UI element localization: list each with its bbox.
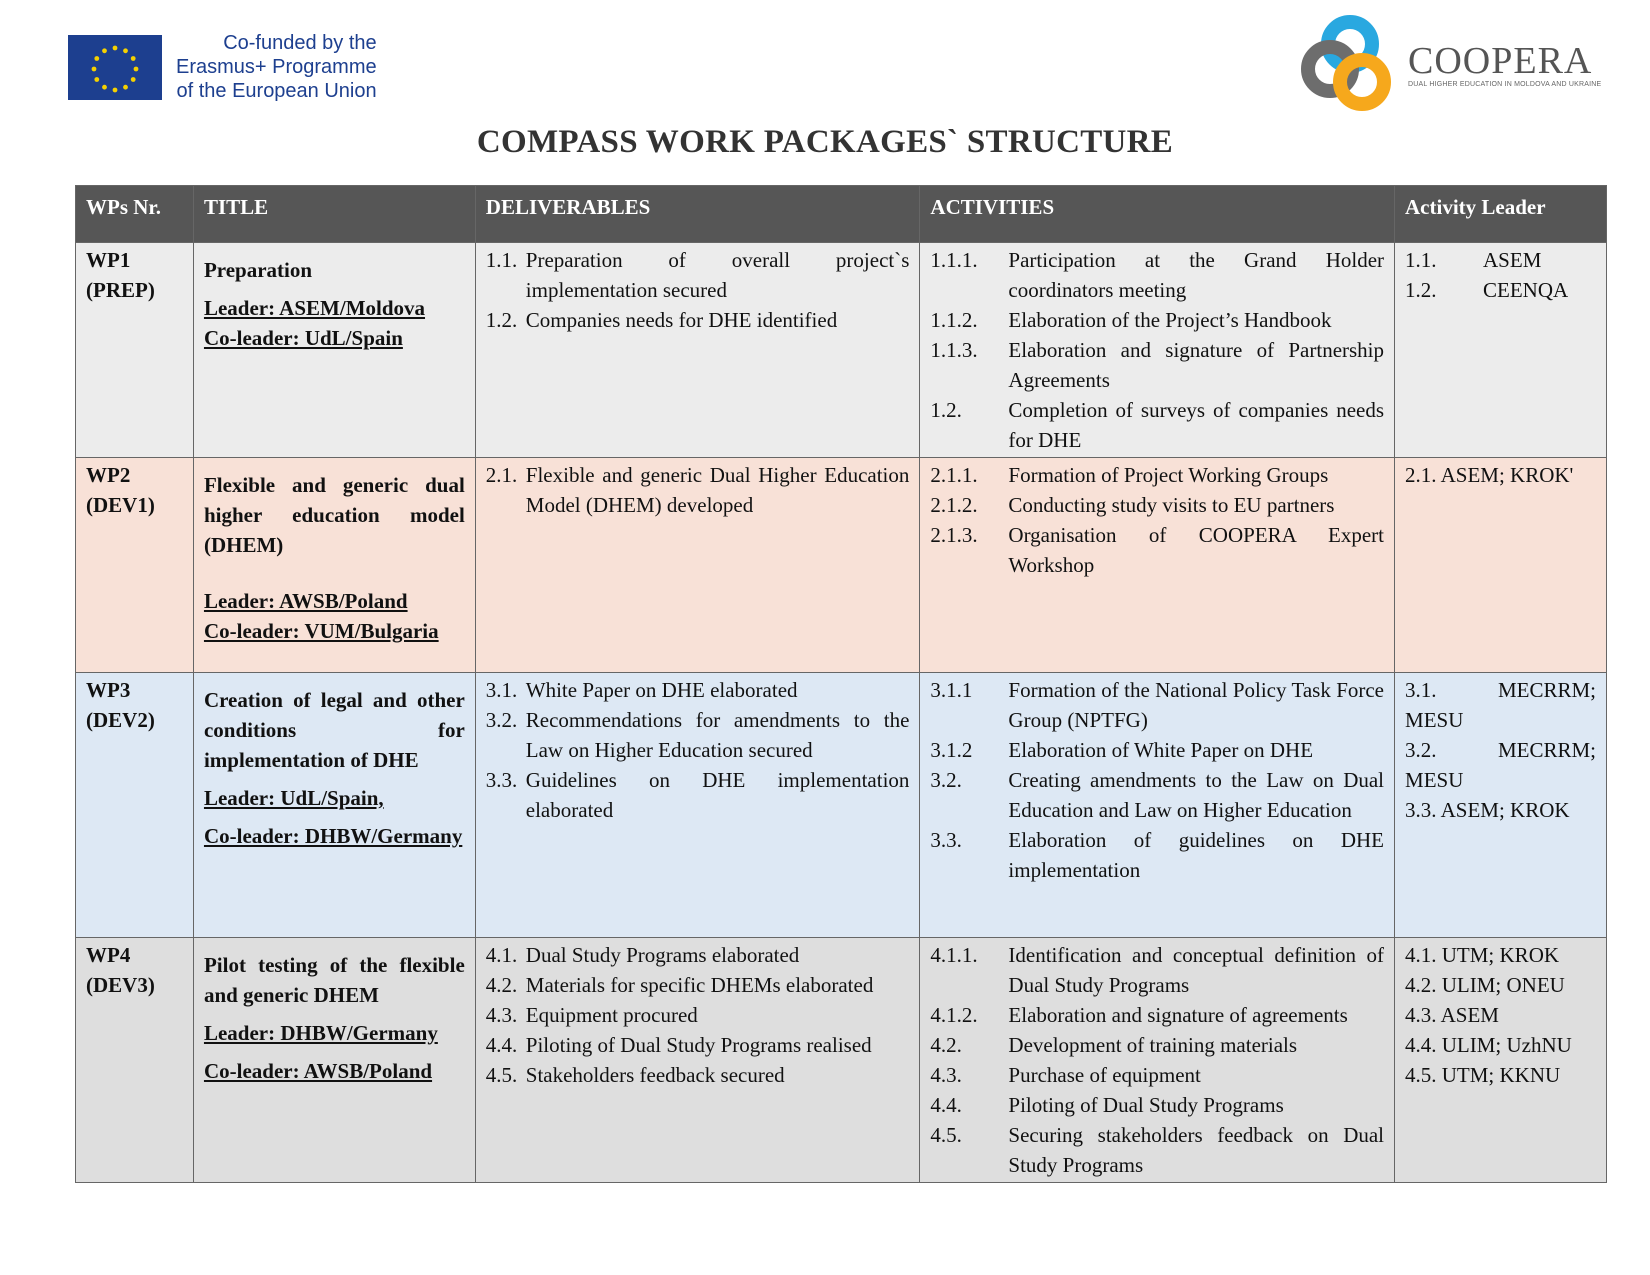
list-item: [1405, 275, 1596, 305]
item-text: Participation at the Grand Holder coordinators meeting: [1008, 248, 1385, 302]
item-number: 1.1.: [485, 248, 518, 272]
list-item: [1405, 460, 1596, 490]
wp-id-line: WP1: [86, 248, 131, 272]
activities-cell: [920, 458, 1395, 673]
item-text: 4.4. ULIM; UzhNU: [1405, 1033, 1572, 1057]
list-item: [930, 825, 1384, 885]
item-text: Development of training materials: [1008, 1033, 1298, 1057]
item-text: 4.1. UTM; KROK: [1405, 943, 1560, 967]
list-item: [930, 1120, 1384, 1180]
eu-erasmus-logo: [68, 31, 377, 103]
item-number: 4.1.1.: [930, 943, 978, 967]
item-text: 3.1. MECRRM; MESU: [1405, 678, 1596, 732]
list-item: [486, 765, 910, 825]
item-text: Companies needs for DHE identified: [525, 308, 838, 332]
wp-title-cell: [193, 673, 475, 938]
item-number: 1.2.: [1405, 278, 1437, 302]
wp-id-line: WP2: [86, 463, 131, 487]
wp-id-line: (PREP): [86, 278, 155, 302]
deliverables-cell: [475, 458, 920, 673]
activity-leader-cell: [1395, 243, 1607, 458]
list-item: [1405, 735, 1596, 795]
item-text: 4.3. ASEM: [1405, 1003, 1499, 1027]
item-number: 4.3.: [485, 1003, 518, 1027]
item-text: Purchase of equipment: [1008, 1063, 1201, 1087]
wp-co-leader: Co-leader: UdL/Spain: [203, 326, 403, 350]
item-number: 3.2.: [485, 708, 518, 732]
item-text: Preparation of overall project`s implementation secured: [525, 248, 910, 302]
item-number: 4.3.: [930, 1063, 962, 1087]
wp-co-leader: Co-leader: AWSB/Poland: [203, 1059, 433, 1083]
list-item: [486, 1000, 910, 1030]
item-number: 2.1.2.: [930, 493, 978, 517]
list-item: [930, 1060, 1384, 1090]
list-item: [930, 335, 1384, 395]
list-item: [1405, 795, 1596, 825]
eu-text-line-3: of the European Union: [176, 80, 377, 102]
item-text: Guidelines on DHE implementation elaborated: [525, 768, 910, 822]
item-number: 3.3.: [485, 768, 518, 792]
item-text: Conducting study visits to EU partners: [1008, 493, 1335, 517]
item-number: 4.1.: [485, 943, 518, 967]
item-text: Formation of Project Working Groups: [1008, 463, 1329, 487]
list-item: [930, 520, 1384, 580]
wp-co-leader: Co-leader: VUM/Bulgaria: [203, 619, 439, 643]
table-row: [76, 938, 1607, 1183]
item-text: CEENQA: [1483, 278, 1569, 302]
activities-cell: [920, 938, 1395, 1183]
list-item: [1405, 245, 1596, 275]
item-number: 1.1.2.: [930, 308, 978, 332]
eu-text-line-2: Erasmus+ Programme: [176, 56, 377, 78]
coopera-rings-icon: [1300, 14, 1400, 114]
list-item: [486, 245, 910, 305]
list-item: [930, 395, 1384, 455]
deliverables-cell: [475, 673, 920, 938]
item-text: Equipment procured: [525, 1003, 698, 1027]
item-text: Piloting of Dual Study Programs: [1008, 1093, 1284, 1117]
activities-cell: [920, 673, 1395, 938]
item-text: 4.5. UTM; KKNU: [1405, 1063, 1561, 1087]
list-item: [930, 1000, 1384, 1030]
item-text: Materials for specific DHEMs elaborated: [525, 973, 874, 997]
item-text: Completion of surveys of companies needs for DHE: [1008, 398, 1385, 452]
table-row: [76, 673, 1607, 938]
item-text: White Paper on DHE elaborated: [525, 678, 798, 702]
list-item: [930, 490, 1384, 520]
wp-title-cell: [193, 243, 475, 458]
coopera-subtitle: DUAL HIGHER EDUCATION IN MOLDOVA AND UKRAINE: [1408, 80, 1602, 88]
item-text: Securing stakeholders feedback on Dual Study Programs: [1008, 1123, 1385, 1177]
item-text: Formation of the National Policy Task Force Group (NPTFG): [1008, 678, 1385, 732]
wp-title-cell: [193, 458, 475, 673]
item-number: 1.1.3.: [930, 338, 978, 362]
item-number: 4.5.: [485, 1063, 518, 1087]
wp-title: Preparation: [203, 258, 313, 282]
eu-funding-text: [176, 31, 377, 103]
header-title: TITLE: [193, 186, 475, 243]
item-number: 1.1.1.: [930, 248, 978, 272]
list-item: [930, 1090, 1384, 1120]
item-text: Recommendations for amendments to the Law on Higher Education secured: [525, 708, 910, 762]
list-item: [930, 735, 1384, 765]
wp-number-cell: [76, 938, 194, 1183]
wp-title: Pilot testing of the flexible and generic DHEM: [203, 953, 465, 1007]
item-text: Elaboration of White Paper on DHE: [1008, 738, 1314, 762]
list-item: [486, 305, 910, 335]
list-item: [1405, 1000, 1596, 1030]
item-number: 3.1.: [485, 678, 518, 702]
table-row: [76, 458, 1607, 673]
wp-title-cell: [193, 938, 475, 1183]
list-item: [930, 305, 1384, 335]
wp-leader: Leader: AWSB/Poland: [203, 589, 408, 613]
item-text: 3.2. MECRRM; MESU: [1405, 738, 1596, 792]
item-number: 2.1.3.: [930, 523, 978, 547]
list-item: [1405, 1030, 1596, 1060]
list-item: [1405, 940, 1596, 970]
list-item: [930, 940, 1384, 1000]
list-item: [486, 460, 910, 520]
wp-leader: Leader: UdL/Spain,: [203, 786, 384, 810]
item-text: Elaboration and signature of agreements: [1008, 1003, 1348, 1027]
eu-flag-icon: [68, 35, 162, 100]
table-header-row: [76, 186, 1607, 243]
coopera-logo: [1300, 14, 1601, 114]
page-title: COMPASS WORK PACKAGES` STRUCTURE: [476, 124, 1174, 160]
deliverables-cell: [475, 938, 920, 1183]
wp-title: Flexible and generic dual higher education model (DHEM): [203, 473, 465, 557]
table-row: [76, 243, 1607, 458]
list-item: [486, 970, 910, 1000]
list-item: [486, 705, 910, 765]
item-number: 1.1.: [1405, 248, 1437, 272]
item-text: Elaboration and signature of Partnership Agreements: [1008, 338, 1385, 392]
wp-id-line: (DEV2): [86, 708, 155, 732]
item-text: Organisation of COOPERA Expert Workshop: [1008, 523, 1385, 577]
list-item: [486, 675, 910, 705]
item-number: 4.2.: [930, 1033, 962, 1057]
activity-leader-cell: [1395, 673, 1607, 938]
header-activities: ACTIVITIES: [920, 186, 1395, 243]
coopera-name: COOPERA: [1408, 39, 1593, 82]
item-text: Flexible and generic Dual Higher Education Model (DHEM) developed: [525, 463, 910, 517]
deliverables-cell: [475, 243, 920, 458]
item-text: Identification and conceptual definition of Dual Study Programs: [1008, 943, 1385, 997]
wp-co-leader: Co-leader: DHBW/Germany: [203, 824, 463, 848]
header-deliverables: DELIVERABLES: [475, 186, 920, 243]
item-text: 2.1. ASEM; KROK': [1405, 463, 1574, 487]
wp-number-cell: [76, 673, 194, 938]
activity-leader-cell: [1395, 938, 1607, 1183]
item-number: 2.1.1.: [930, 463, 978, 487]
header-activity-leader: Activity Leader: [1395, 186, 1607, 243]
item-number: 3.3.: [930, 828, 962, 852]
eu-text-line-1: Co-funded by the: [223, 32, 377, 54]
activities-cell: [920, 243, 1395, 458]
item-number: 2.1.: [485, 463, 518, 487]
item-number: 4.1.2.: [930, 1003, 978, 1027]
list-item: [1405, 1060, 1596, 1090]
item-number: 4.4.: [485, 1033, 518, 1057]
list-item: [1405, 970, 1596, 1000]
item-number: 3.1.2: [930, 738, 973, 762]
item-number: 3.2.: [930, 768, 962, 792]
item-number: 1.2.: [485, 308, 518, 332]
wp-id-line: (DEV1): [86, 493, 155, 517]
item-text: ASEM: [1483, 248, 1542, 272]
list-item: [930, 245, 1384, 305]
header-wp-nr: WPs Nr.: [76, 186, 194, 243]
item-text: Dual Study Programs elaborated: [525, 943, 800, 967]
item-text: Elaboration of guidelines on DHE implementation: [1008, 828, 1385, 882]
item-text: 3.3. ASEM; KROK: [1405, 798, 1570, 822]
activity-leader-cell: [1395, 458, 1607, 673]
item-text: 4.2. ULIM; ONEU: [1405, 973, 1565, 997]
work-packages-table: [75, 185, 1607, 1183]
item-number: 4.4.: [930, 1093, 962, 1117]
list-item: [486, 940, 910, 970]
wp-leader: Leader: DHBW/Germany: [203, 1021, 438, 1045]
list-item: [930, 765, 1384, 825]
wp-id-line: (DEV3): [86, 973, 155, 997]
list-item: [486, 1030, 910, 1060]
item-text: Creating amendments to the Law on Dual Education and Law on Higher Education: [1008, 768, 1385, 822]
wp-title: Creation of legal and other conditions for implementation of DHE: [203, 688, 465, 772]
wp-leader: Leader: ASEM/Moldova: [203, 296, 426, 320]
list-item: [930, 1030, 1384, 1060]
list-item: [930, 675, 1384, 735]
item-text: Stakeholders feedback secured: [525, 1063, 785, 1087]
wp-number-cell: [76, 458, 194, 673]
list-item: [486, 1060, 910, 1090]
item-number: 3.1.1: [930, 678, 973, 702]
item-number: 4.5.: [930, 1123, 962, 1147]
wp-number-cell: [76, 243, 194, 458]
wp-id-line: WP4: [86, 943, 131, 967]
item-number: 4.2.: [485, 973, 518, 997]
wp-id-line: WP3: [86, 678, 131, 702]
item-text: Elaboration of the Project’s Handbook: [1008, 308, 1332, 332]
list-item: [930, 460, 1384, 490]
list-item: [1405, 675, 1596, 735]
item-number: 1.2.: [930, 398, 962, 422]
item-text: Piloting of Dual Study Programs realised: [525, 1033, 872, 1057]
